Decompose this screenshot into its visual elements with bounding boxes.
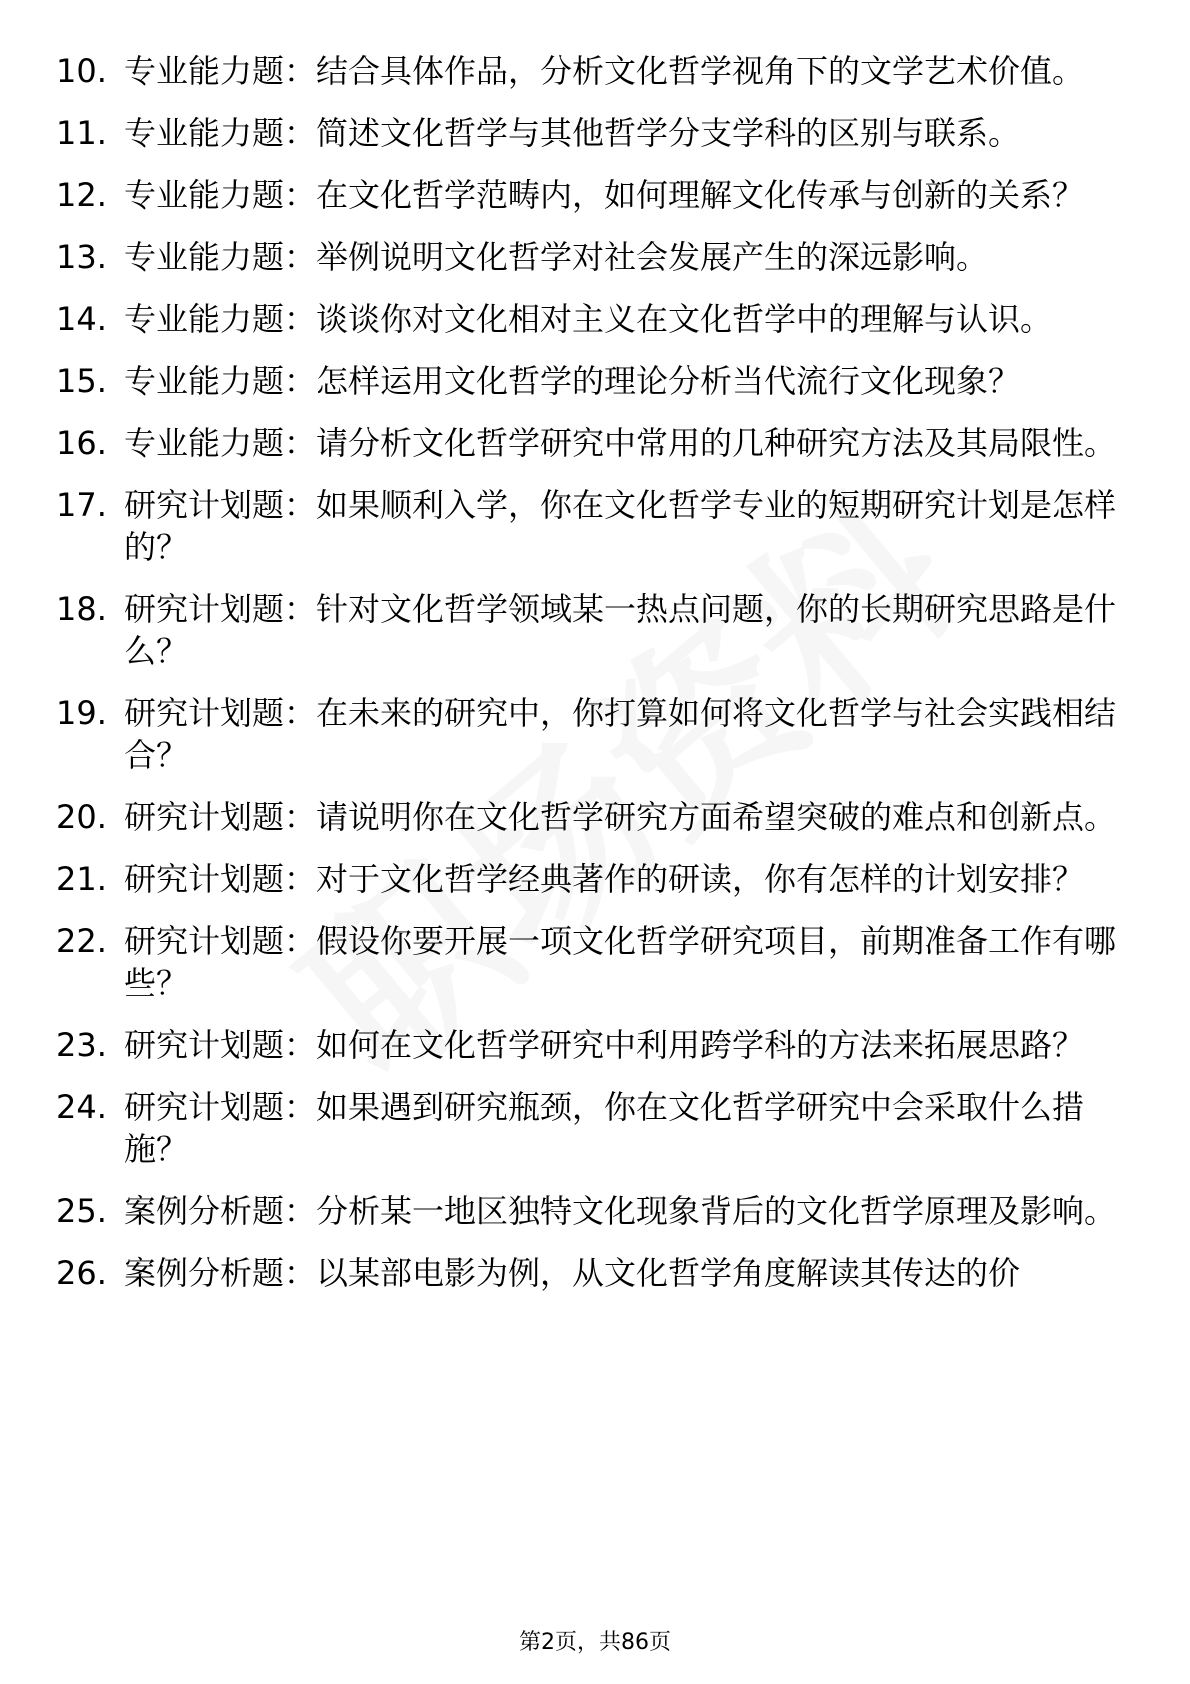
question-item [56, 50, 1116, 92]
question-item [56, 858, 1116, 900]
question-number: 25. [56, 1192, 107, 1230]
question-number: 15. [56, 362, 107, 400]
question-item [56, 1252, 1116, 1294]
question-number: 20. [56, 798, 107, 836]
question-item [56, 1024, 1116, 1066]
question-text: 案例分析题：以某部电影为例，从文化哲学角度解读其传达的价 [124, 1254, 1021, 1292]
question-text: 案例分析题：分析某一地区独特文化现象背后的文化哲学原理及影响。 [124, 1192, 1117, 1230]
question-number: 16. [56, 424, 107, 462]
question-item [56, 920, 1116, 1004]
question-item [56, 796, 1116, 838]
question-number: 13. [56, 238, 107, 276]
question-item [56, 360, 1116, 402]
question-item [56, 484, 1116, 568]
question-number: 23. [56, 1026, 107, 1064]
question-item [56, 1086, 1116, 1170]
question-item [56, 298, 1116, 340]
question-text: 专业能力题：怎样运用文化哲学的理论分析当代流行文化现象？ [124, 362, 1021, 400]
question-item [56, 236, 1116, 278]
question-number: 14. [56, 300, 107, 338]
question-text: 研究计划题：对于文化哲学经典著作的研读，你有怎样的计划安排？ [124, 860, 1085, 898]
question-number: 24. [56, 1088, 107, 1126]
question-text: 研究计划题：在未来的研究中，你打算如何将文化哲学与社会实践相结合？ [124, 694, 1117, 774]
question-text: 研究计划题：假设你要开展一项文化哲学研究项目，前期准备工作有哪些？ [124, 922, 1117, 1002]
question-item [56, 174, 1116, 216]
question-text: 研究计划题：针对文化哲学领域某一热点问题，你的长期研究思路是什么？ [124, 590, 1117, 670]
question-item [56, 1190, 1116, 1232]
question-text: 研究计划题：如果遇到研究瓶颈，你在文化哲学研究中会采取什么措施？ [124, 1088, 1085, 1168]
question-number: 11. [56, 114, 107, 152]
question-text: 专业能力题：结合具体作品，分析文化哲学视角下的文学艺术价值。 [124, 52, 1085, 90]
question-number: 19. [56, 694, 107, 732]
question-text: 研究计划题：请说明你在文化哲学研究方面希望突破的难点和创新点。 [124, 798, 1117, 836]
question-number: 18. [56, 590, 107, 628]
question-text: 专业能力题：谈谈你对文化相对主义在文化哲学中的理解与认识。 [124, 300, 1053, 338]
question-number: 17. [56, 486, 107, 524]
page-number-label: 第2页，共86页 [519, 1630, 671, 1655]
question-item [56, 112, 1116, 154]
question-text: 研究计划题：如果顺利入学，你在文化哲学专业的短期研究计划是怎样的？ [124, 486, 1117, 566]
question-number: 22. [56, 922, 107, 960]
question-text: 研究计划题：如何在文化哲学研究中利用跨学科的方法来拓展思路？ [124, 1026, 1085, 1064]
question-number: 10. [56, 52, 107, 90]
question-item [56, 422, 1116, 464]
question-text: 专业能力题：简述文化哲学与其他哲学分支学科的区别与联系。 [124, 114, 1021, 152]
question-text: 专业能力题：请分析文化哲学研究中常用的几种研究方法及其局限性。 [124, 424, 1117, 462]
question-number: 21. [56, 860, 107, 898]
question-number: 26. [56, 1254, 107, 1292]
question-item [56, 692, 1116, 776]
question-item [56, 588, 1116, 672]
question-text: 专业能力题：举例说明文化哲学对社会发展产生的深远影响。 [124, 238, 989, 276]
question-list [56, 50, 1116, 1314]
question-text: 专业能力题：在文化哲学范畴内，如何理解文化传承与创新的关系？ [124, 176, 1085, 214]
page-footer [0, 1628, 1190, 1658]
question-number: 12. [56, 176, 107, 214]
